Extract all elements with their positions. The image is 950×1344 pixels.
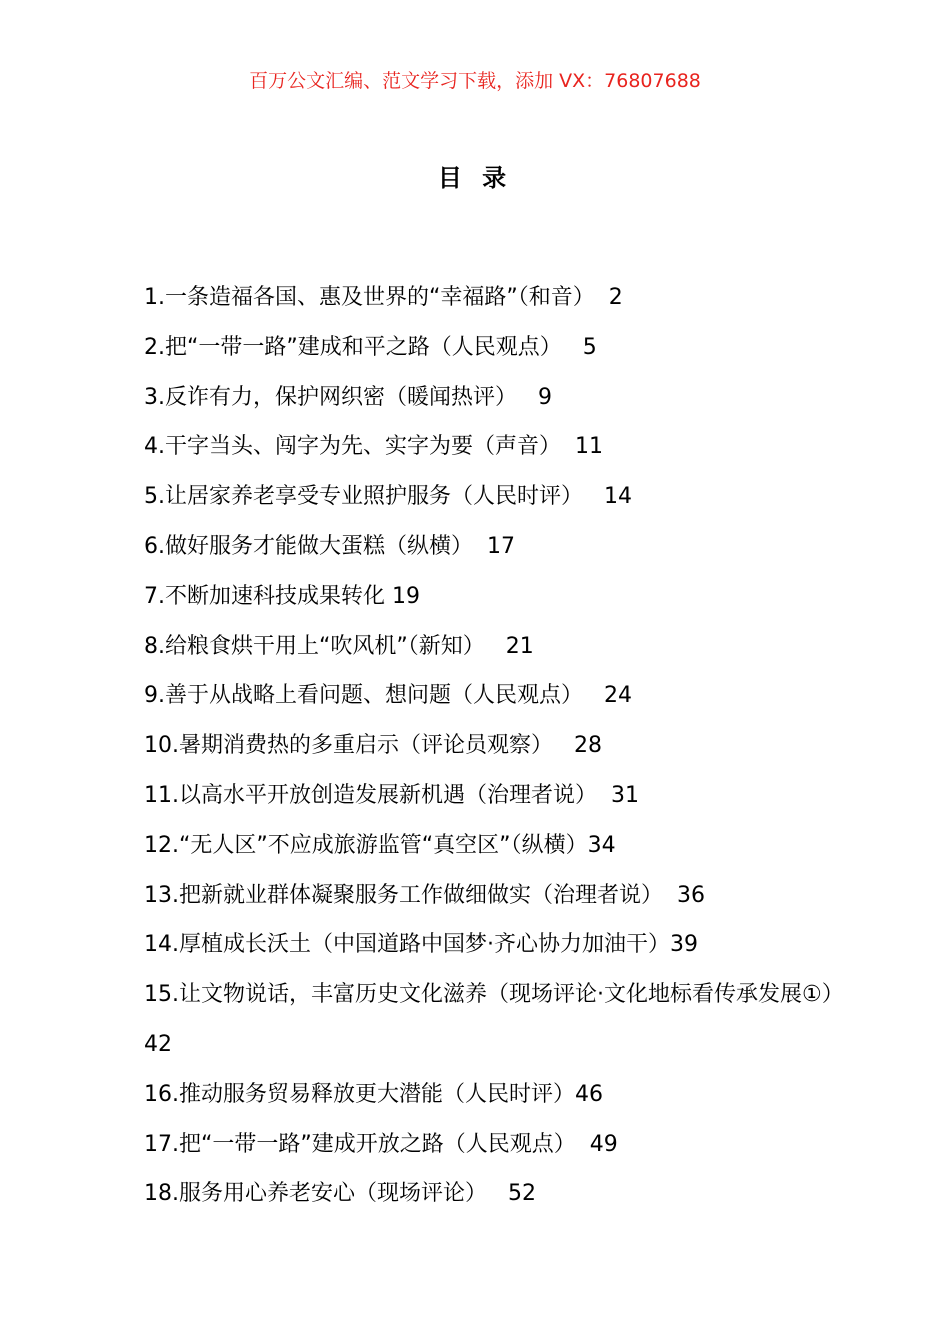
toc-entry-15[interactable]: 15.让文物说话，丰富历史文化滋养（现场评论·文化地标看传承发展①）42: [144, 982, 833, 1057]
toc-entry-6[interactable]: 6.做好服务才能做大蛋糕（纵横） 17: [144, 533, 515, 559]
toc-entry-18[interactable]: 18.服务用心养老安心（现场评论） 52: [144, 1181, 536, 1207]
toc-entry-9[interactable]: 9.善于从战略上看问题、想问题（人民观点） 24: [144, 683, 632, 709]
toc-entry-4[interactable]: 4.干字当头、闯字为先、实字为要（声音） 11: [144, 434, 603, 460]
toc-entry-2[interactable]: 2.把“一带一路”建成和平之路（人民观点） 5: [144, 334, 597, 360]
toc-entry-14[interactable]: 14.厚植成长沃土（中国道路中国梦·齐心协力加油干）39: [144, 932, 698, 958]
toc-entry-13[interactable]: 13.把新就业群体凝聚服务工作做细做实（治理者说） 36: [144, 882, 705, 908]
toc-entry-7[interactable]: 7.不断加速科技成果转化 19: [144, 583, 420, 609]
toc-entry-3[interactable]: 3.反诈有力，保护网织密（暖闻热评） 9: [144, 384, 552, 410]
header-banner: 百万公文汇编、范文学习下载，添加 VX：76807688: [249, 70, 701, 92]
toc-entry-5[interactable]: 5.让居家养老享受专业照护服务（人民时评） 14: [144, 484, 632, 510]
toc-entry-12[interactable]: 12.“无人区”不应成旅游监管“真空区”（纵横）34: [144, 832, 616, 858]
toc-entry-1[interactable]: 1.一条造福各国、惠及世界的“幸福路”（和音） 2: [144, 285, 623, 310]
toc-entry-8[interactable]: 8.给粮食烘干用上“吹风机”（新知） 21: [144, 633, 534, 659]
toc-entry-11[interactable]: 11.以高水平开放创造发展新机遇（治理者说） 31: [144, 782, 639, 808]
toc-entry-17[interactable]: 17.把“一带一路”建成开放之路（人民观点） 49: [144, 1131, 618, 1157]
toc-entry-16[interactable]: 16.推动服务贸易释放更大潜能（人民时评）46: [144, 1081, 603, 1107]
toc-entry-10[interactable]: 10.暑期消费热的多重启示（评论员观察） 28: [144, 733, 602, 759]
toc-list: [144, 273, 834, 1219]
toc-title: 目 录: [437, 164, 513, 192]
